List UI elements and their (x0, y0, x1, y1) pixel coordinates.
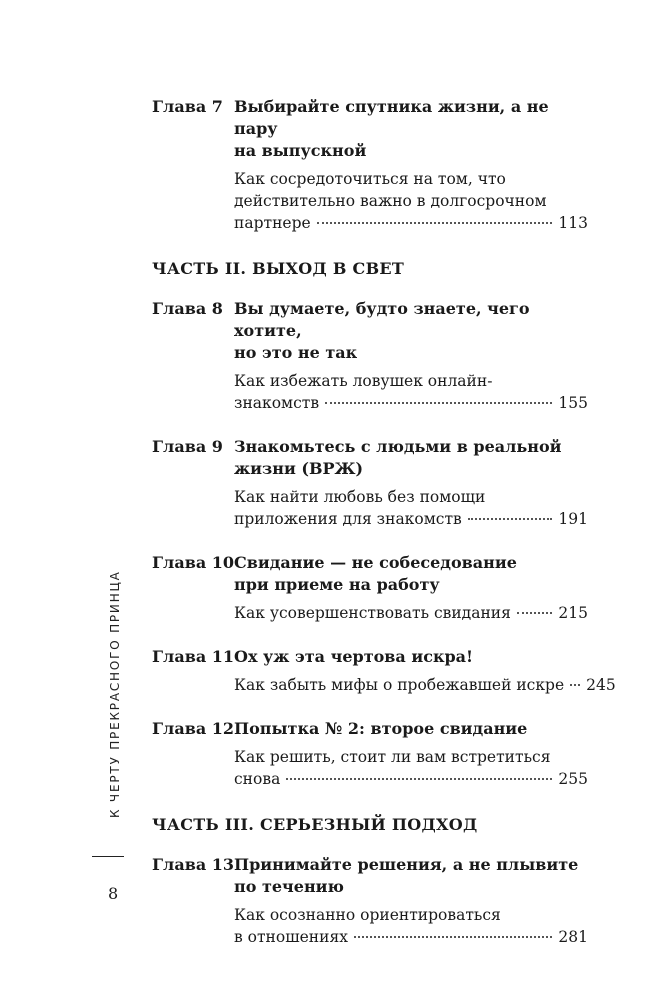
chapter-subtitle (234, 602, 588, 624)
chapter-page-number: 281 (558, 928, 588, 946)
chapter-label: Глава 13 (152, 855, 235, 874)
chapter-title-line: Ох уж эта чертова искра! (234, 647, 474, 666)
chapter-page-number: 255 (558, 770, 588, 788)
chapter-page-number: 191 (558, 510, 588, 528)
chapter-subtitle-line: Как найти любовь без помощи (234, 488, 486, 506)
chapter-title-line: Свидание — не собеседование (234, 553, 517, 572)
chapter-title-line: по течению (234, 877, 344, 896)
chapter-label: Глава 10 (152, 553, 235, 572)
chapter-title (234, 436, 588, 480)
chapter-subtitle-line: знакомств (234, 394, 320, 412)
chapter-leader-line (234, 768, 588, 790)
table-of-contents (152, 96, 616, 970)
toc-entry-chapter-10[interactable] (152, 552, 588, 624)
chapter-page-number: 113 (558, 214, 588, 232)
chapter-leader-line (234, 212, 588, 234)
running-title-rule (92, 856, 124, 857)
chapter-subtitle (234, 168, 588, 234)
chapter-subtitle-line: снова (234, 770, 281, 788)
chapter-subtitle-line: действительно важно в долгосрочном (234, 192, 547, 210)
dot-leader (325, 402, 552, 404)
chapter-body (234, 436, 588, 530)
chapter-title-line: но это не так (234, 343, 358, 362)
chapter-label: Глава 11 (152, 647, 235, 666)
toc-entry-chapter-7[interactable] (152, 96, 588, 234)
dot-leader (570, 684, 580, 686)
chapter-title-line: Выбирайте спутника жизни, а не пару (234, 97, 549, 138)
toc-entry-chapter-13[interactable] (152, 854, 588, 948)
chapter-subtitle (234, 746, 588, 790)
chapter-title (234, 552, 588, 596)
chapter-title-line: Знакомьтесь с людьми в реальной (234, 437, 562, 456)
page-number: 8 (108, 884, 119, 903)
chapter-title (234, 298, 588, 364)
chapter-body (234, 854, 588, 948)
running-book-title: К ЧЕРТУ ПРЕКРАСНОГО ПРИНЦА (108, 570, 122, 818)
chapter-title-line: при приеме на работу (234, 575, 440, 594)
toc-entry-chapter-12[interactable] (152, 718, 588, 790)
chapter-page-number: 215 (558, 604, 588, 622)
part-heading-3: ЧАСТЬ III. СЕРЬЕЗНЫЙ ПОДХОД (152, 815, 478, 834)
dot-leader (517, 612, 553, 614)
chapter-label: Глава 8 (152, 299, 223, 318)
chapter-subtitle-line: Как сосредоточиться на том, что (234, 170, 506, 188)
chapter-subtitle-line: Как осознанно ориентироваться (234, 906, 501, 924)
chapter-subtitle (234, 674, 616, 696)
chapter-body (234, 718, 588, 790)
chapter-title (234, 854, 588, 898)
dot-leader (468, 518, 553, 520)
chapter-title-line: на выпускной (234, 141, 367, 160)
chapter-subtitle-line: партнере (234, 214, 311, 232)
chapter-leader-line (234, 602, 588, 624)
chapter-subtitle-line: Как забыть мифы о пробежавшей искре (234, 676, 565, 694)
chapter-title-line: Попытка № 2: второе свидание (234, 719, 528, 738)
chapter-title (234, 96, 588, 162)
chapter-subtitle-line: Как усовершенствовать свидания (234, 604, 511, 622)
chapter-label: Глава 7 (152, 97, 223, 116)
chapter-leader-line (234, 926, 588, 948)
toc-entry-chapter-9[interactable] (152, 436, 588, 530)
chapter-body (234, 298, 588, 414)
chapter-title (234, 718, 588, 740)
chapter-subtitle (234, 486, 588, 530)
chapter-title-line: Принимайте решения, а не плывите (234, 855, 579, 874)
chapter-subtitle-line: в отношениях (234, 928, 348, 946)
chapter-body (234, 552, 588, 624)
chapter-leader-line (234, 508, 588, 530)
chapter-subtitle (234, 370, 588, 414)
toc-entry-chapter-8[interactable] (152, 298, 588, 414)
part-heading-2: ЧАСТЬ II. ВЫХОД В СВЕТ (152, 259, 405, 278)
chapter-label: Глава 12 (152, 719, 235, 738)
chapter-body (234, 646, 616, 696)
chapter-title-line: жизни (ВРЖ) (234, 459, 364, 478)
chapter-leader-line (234, 674, 616, 696)
chapter-page-number: 155 (558, 394, 588, 412)
chapter-page-number: 245 (586, 676, 616, 694)
chapter-subtitle-line: Как решить, стоит ли вам встретиться (234, 748, 551, 766)
dot-leader (354, 936, 552, 938)
dot-leader (317, 222, 553, 224)
chapter-subtitle-line: приложения для знакомств (234, 510, 462, 528)
chapter-title-line: Вы думаете, будто знаете, чего хотите, (234, 299, 530, 340)
chapter-subtitle (234, 904, 588, 948)
chapter-title (234, 646, 588, 668)
chapter-label: Глава 9 (152, 437, 223, 456)
chapter-body (234, 96, 588, 234)
dot-leader (286, 778, 552, 780)
toc-entry-chapter-11[interactable] (152, 646, 616, 696)
chapter-leader-line (234, 392, 588, 414)
chapter-subtitle-line: Как избежать ловушек онлайн- (234, 372, 493, 390)
